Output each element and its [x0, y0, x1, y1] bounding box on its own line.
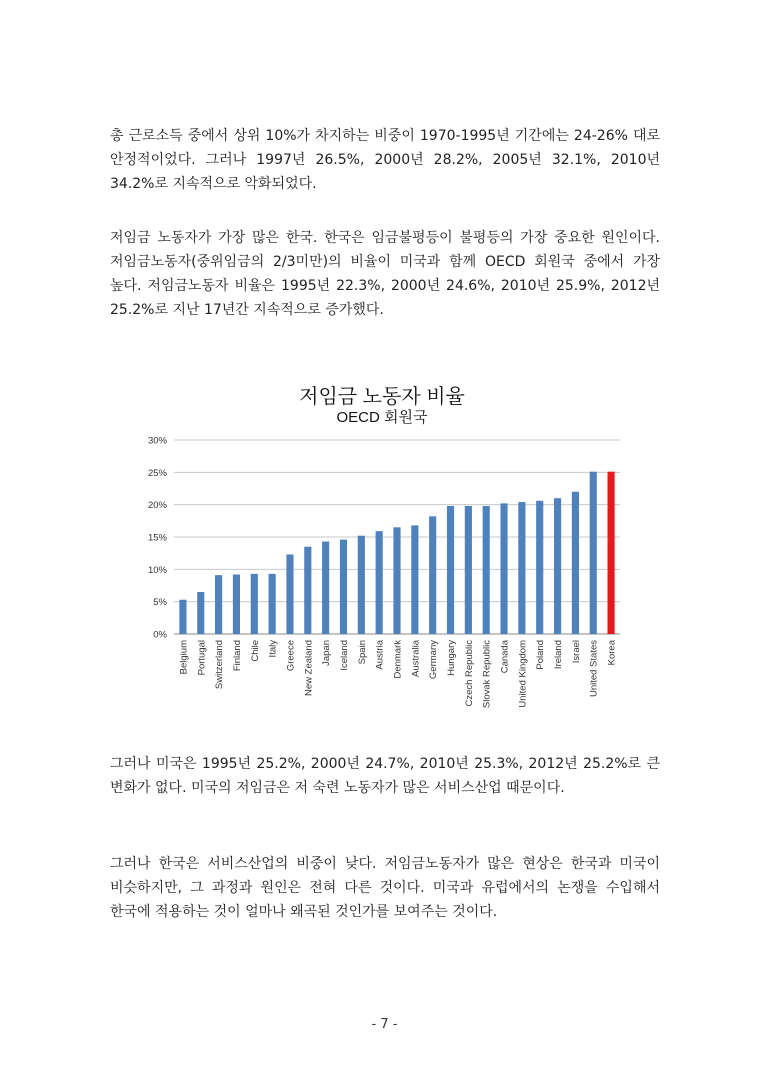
x-tick-label: New Zealand	[303, 640, 315, 696]
bar-ireland	[554, 498, 561, 634]
x-tick-label: Austria	[374, 640, 386, 670]
y-tick-label: 25%	[147, 467, 167, 479]
bar-finland	[233, 575, 240, 634]
x-tick-label: Australia	[410, 640, 422, 677]
x-tick-label: Poland	[535, 640, 547, 670]
bar-new-zealand	[304, 547, 311, 634]
x-tick-label: Slovak Republic	[481, 640, 493, 709]
bar-poland	[536, 501, 543, 634]
x-tick-label: Greece	[285, 640, 297, 672]
bar-italy	[269, 574, 276, 634]
y-tick-label: 20%	[147, 500, 167, 512]
x-tick-label: Iceland	[338, 640, 350, 671]
low-wage-bar-chart	[132, 378, 632, 718]
chart-x-axis	[178, 639, 617, 708]
chart-y-axis	[148, 436, 168, 641]
y-tick-label: 15%	[147, 532, 167, 544]
bar-iceland	[340, 540, 347, 634]
page-number: - 7 -	[371, 1017, 398, 1032]
bar-united-states	[590, 472, 597, 634]
bar-israel	[572, 492, 579, 634]
bar-austria	[376, 531, 383, 634]
x-tick-label: Belgium	[178, 640, 190, 675]
paragraph-top-income-share: 총 근로소득 중에서 상위 10%가 차지하는 비중이 1970-1995년 기간에는 24-26% 대로 안정적이었다. 그러나 1997년 26.5%, 2000년 28.2%, 2005년 32.1%, 2010년 34.2%로 지속적으로 악화되었다.	[110, 128, 660, 192]
bar-belgium	[179, 600, 186, 634]
bar-switzerland	[215, 575, 222, 634]
y-tick-label: 5%	[153, 597, 167, 609]
bar-australia	[411, 525, 418, 634]
paragraph-service-industry: 그러나 한국은 서비스산업의 비중이 낮다. 저임금노동자가 많은 현상은 한국과 미국이 비슷하지만, 그 과정과 원인은 전혀 다른 것이다. 미국과 유럽에서의 논쟁을 수입해서 한국에 적용하는 것이 얼마나 왜곡된 것인가를 보여주는 것이다.	[110, 856, 660, 920]
x-tick-label: Germany	[428, 640, 440, 680]
chart-subtitle: OECD 회원국	[336, 409, 428, 426]
x-tick-label: Ireland	[553, 640, 565, 670]
bar-japan	[322, 542, 329, 634]
y-tick-label: 30%	[147, 435, 167, 447]
bar-korea	[608, 472, 615, 634]
x-tick-label: Spain	[356, 640, 368, 665]
x-tick-label: Portugal	[196, 640, 208, 676]
y-tick-label: 0%	[153, 629, 167, 641]
bar-canada	[500, 503, 507, 634]
bar-spain	[358, 536, 365, 634]
bar-greece	[286, 554, 293, 634]
x-tick-label: Italy	[267, 640, 279, 658]
y-tick-label: 10%	[147, 564, 167, 576]
bar-hungary	[447, 506, 454, 634]
x-tick-label: United States	[588, 640, 600, 698]
chart-bars	[179, 472, 614, 634]
paragraph-us-comparison: 그러나 미국은 1995년 25.2%, 2000년 24.7%, 2010년 25.3%, 2012년 25.2%로 큰 변화가 없다. 미국의 저임금은 저 숙련 노동자가 많은 서비스산업 때문이다.	[110, 756, 660, 796]
x-tick-label: Korea	[606, 640, 618, 666]
x-tick-label: Czech Republic	[463, 640, 475, 707]
x-tick-label: United Kingdom	[517, 640, 529, 708]
x-tick-label: Finland	[231, 640, 243, 672]
bar-slovak-republic	[483, 506, 490, 634]
x-tick-label: Switzerland	[214, 640, 226, 690]
x-tick-label: Denmark	[392, 640, 404, 679]
bar-denmark	[393, 527, 400, 634]
bar-czech-republic	[465, 506, 472, 634]
bar-chile	[251, 574, 258, 634]
x-tick-label: Japan	[321, 640, 333, 666]
bar-portugal	[197, 592, 204, 634]
x-tick-label: Canada	[499, 640, 511, 674]
paragraph-low-wage-korea: 저임금 노동자가 가장 많은 한국. 한국은 임금불평등이 불평등의 가장 중요한 원인이다. 저임금노동자(중위임금의 2/3미만)의 비율이 미국과 함께 OECD 회원국 중에서 가장 높다. 저임금노동자 비율은 1995년 22.3%, 2000년 24.6%, 2010년 25.9%, 2012년 25.2%로 지난 17년간 지속적으로 증가했다.	[110, 230, 660, 318]
bar-united-kingdom	[518, 502, 525, 634]
x-tick-label: Chile	[249, 640, 261, 662]
chart-title: 저임금 노동자 비율	[299, 386, 465, 408]
x-tick-label: Hungary	[446, 640, 458, 676]
bar-germany	[429, 516, 436, 634]
x-tick-label: Israel	[570, 640, 582, 664]
